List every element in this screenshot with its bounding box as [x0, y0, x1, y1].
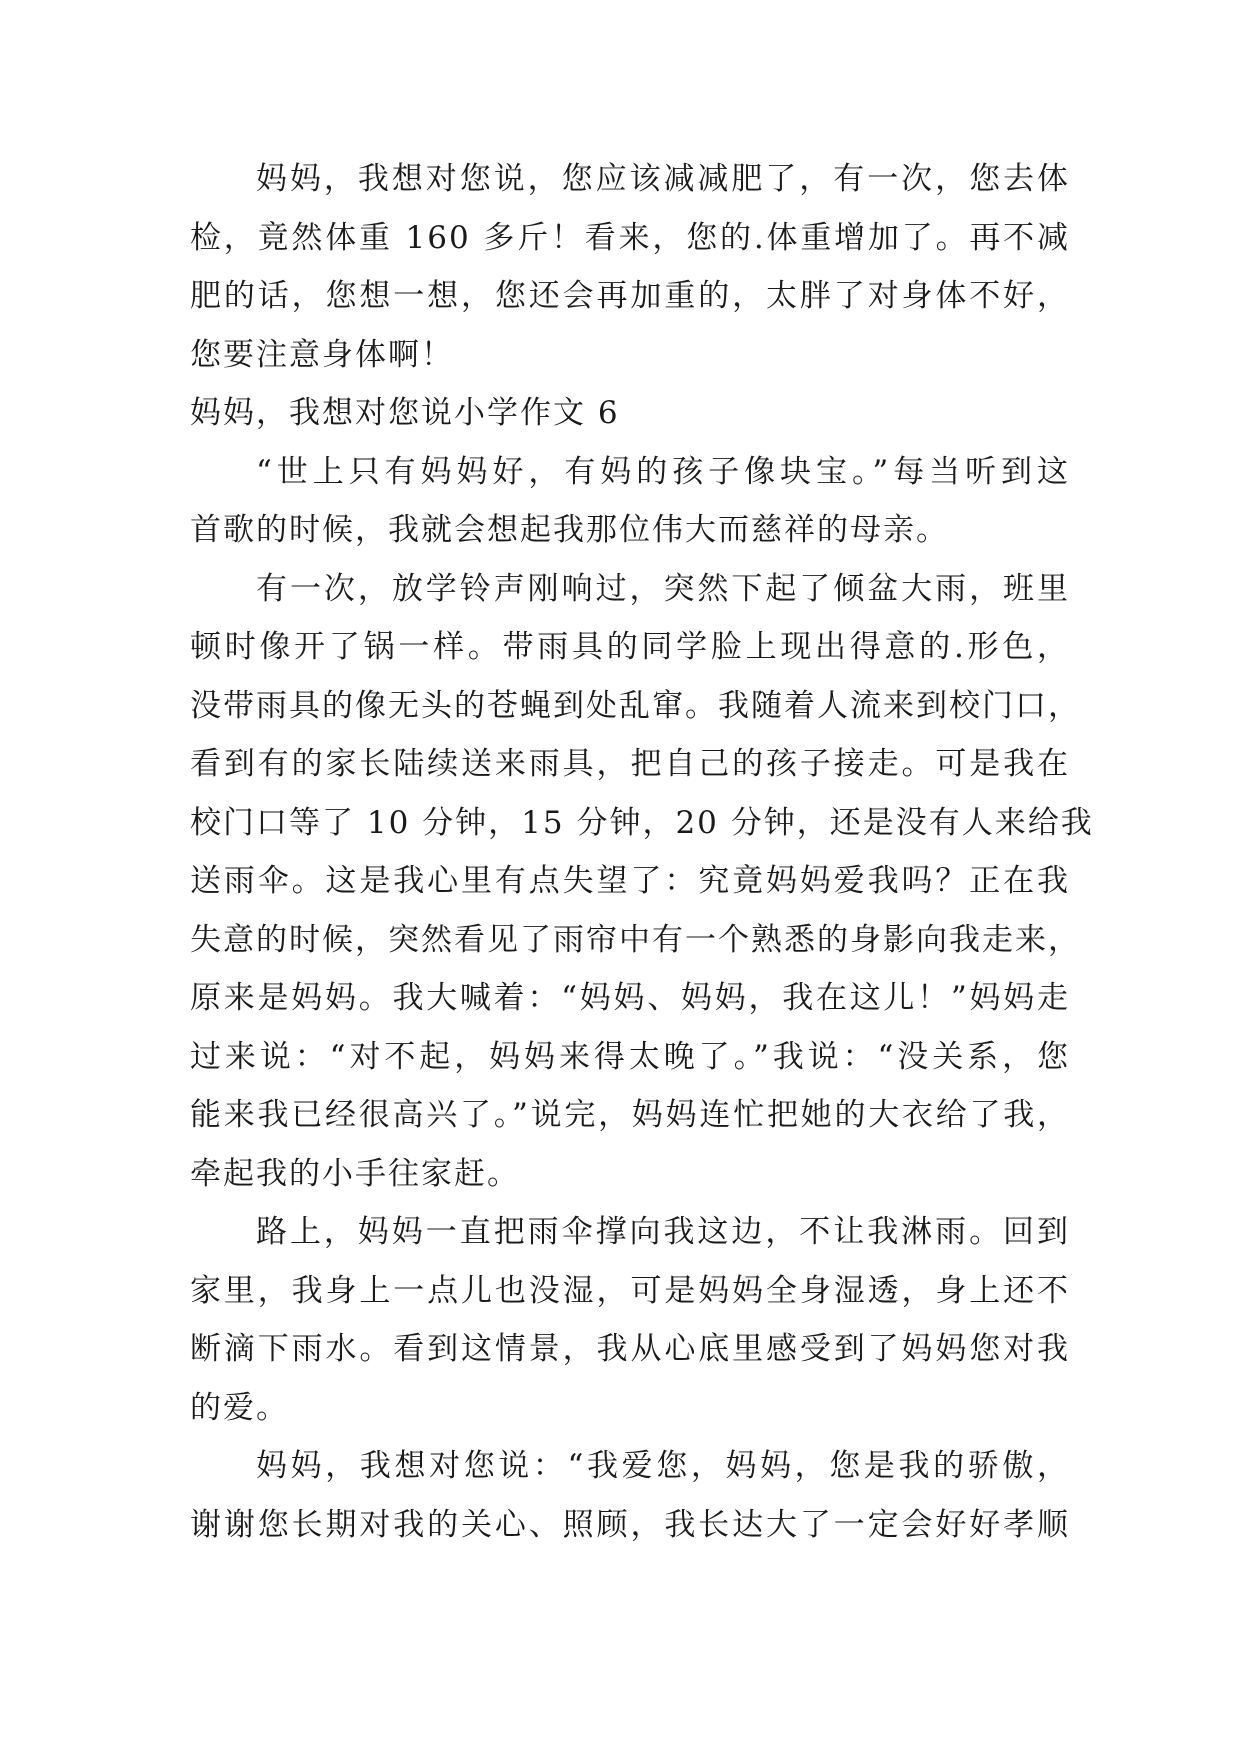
paragraph-line: 校门口等了 10 分钟，15 分钟，20 分钟，还是没有人来给我	[190, 804, 1094, 841]
paragraph-line: 路上，妈妈一直把雨伞撑向我这边，不让我淋雨。回到	[256, 1214, 1070, 1250]
paragraph-line: 牵起我的小手往家赶。	[190, 1155, 520, 1192]
paragraph-line: 妈妈，我想对您说：“我爱您，妈妈，您是我的骄傲，	[256, 1448, 1070, 1484]
paragraph-line: 没带雨具的像无头的苍蝇到处乱窜。我随着人流来到校门口，	[190, 687, 1081, 724]
paragraph-line: 顿时像开了锅一样。带雨具的同学脸上现出得意的.形色，	[190, 629, 1070, 665]
paragraph-2	[190, 443, 1070, 560]
paragraph-1	[190, 150, 1070, 384]
paragraph-line: 送雨伞。这是我心里有点失望了：究竟妈妈爱我吗？正在我	[190, 863, 1070, 899]
paragraph-line: 谢谢您长期对我的关心、照顾，我长达大了一定会好好孝顺	[190, 1506, 1070, 1543]
paragraph-line: 的爱。	[190, 1389, 289, 1426]
paragraph-line: 家里，我身上一点儿也没湿，可是妈妈全身湿透，身上还不	[190, 1272, 1070, 1309]
paragraph-line: 妈妈，我想对您说，您应该减减肥了，有一次，您去体	[256, 161, 1070, 197]
paragraph-line: 断滴下雨水。看到这情景，我从心底里感受到了妈妈您对我	[190, 1331, 1070, 1367]
paragraph-line: 看到有的家长陆续送来雨具，把自己的孩子接走。可是我在	[190, 746, 1070, 782]
paragraph-line: 有一次，放学铃声刚响过，突然下起了倾盆大雨，班里	[256, 570, 1070, 607]
paragraph-line: “世上只有妈妈好，有妈的孩子像块宝。”每当听到这	[256, 453, 1070, 490]
paragraph-4	[190, 1203, 1070, 1437]
paragraph-line: 失意的时候，突然看见了雨帘中有一个熟悉的身影向我走来，	[190, 921, 1081, 958]
essay-heading: 妈妈，我想对您说小学作文 6	[190, 395, 620, 431]
paragraph-line: 首歌的时候，我就会想起我那位伟大而慈祥的母亲。	[190, 512, 949, 548]
paragraph-3	[190, 560, 1094, 1204]
paragraph-line: 过来说：“对不起，妈妈来得太晚了。”我说：“没关系，您	[190, 1038, 1070, 1075]
paragraph-line: 检，竟然体重 160 多斤！看来，您的.体重增加了。再不减	[190, 219, 1070, 256]
paragraph-line: 肥的话，您想一想，您还会再加重的，太胖了对身体不好，	[190, 278, 1070, 314]
paragraph-line: 您要注意身体啊！	[190, 336, 454, 373]
essay-text	[190, 150, 1094, 1554]
paragraph-line: 能来我已经很高兴了。”说完，妈妈连忙把她的大衣给了我，	[190, 1097, 1070, 1133]
paragraph-line: 原来是妈妈。我大喊着：“妈妈、妈妈，我在这儿！”妈妈走	[190, 980, 1070, 1016]
paragraph-5	[190, 1437, 1070, 1554]
